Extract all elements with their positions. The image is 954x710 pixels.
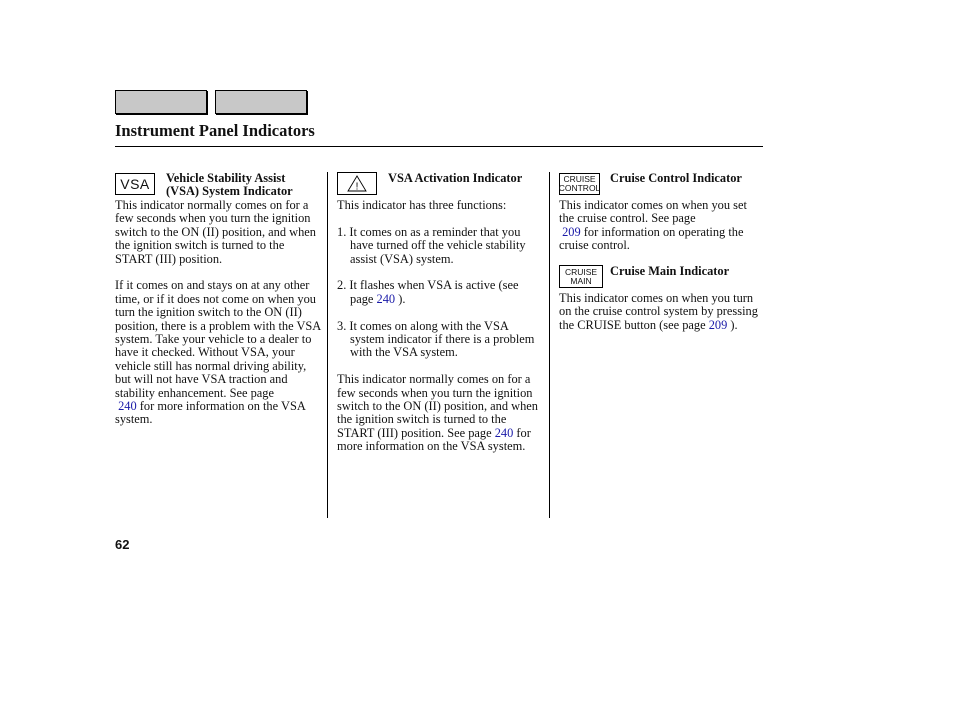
column-divider-2: [549, 172, 550, 518]
vsa-body-p2: [115, 279, 321, 426]
vsa-body-p2-after: for more information on the VSA system.: [115, 399, 306, 427]
title-rule: [115, 146, 763, 147]
vsa-activation-icon: [337, 172, 377, 195]
note-after: for more information on the VSA system.: [337, 425, 531, 454]
warning-exclamation: !: [355, 181, 359, 193]
vsa-activation-item-3: 3. It comes on along with the VSA system indicator if there is a problem with the VSA system.: [337, 318, 535, 360]
vsa-heading-line2: (VSA) System Indicator: [166, 184, 293, 199]
page-number: 62: [115, 537, 130, 552]
main-icon-line1: CRUISE: [564, 266, 598, 277]
cruise-main-heading: Cruise Main Indicator: [610, 264, 730, 278]
vsa-system-heading: [166, 172, 326, 199]
vsa-activation-note: [337, 373, 543, 453]
page-link-240[interactable]: 240: [494, 425, 514, 440]
cruise-p-after: for information on operating the cruise control.: [559, 224, 744, 253]
vsa-body-p1: This indicator normally comes on for a few seconds when you turn the ignition switch to the ON (II) position, and when the ignition switch is turned to the START (III) position.: [115, 198, 316, 266]
nav-tab-2[interactable]: [215, 90, 307, 114]
item2-text: 2. It flashes when VSA is active (see page: [337, 278, 519, 306]
cruise-main-icon: [559, 265, 603, 288]
cruise-p-text: This indicator comes on when you set the cruise control. See page: [559, 198, 747, 226]
vsa-activation-item-2: [337, 279, 543, 306]
vsa-indicator-icon: VSA: [115, 173, 155, 195]
page-title: Instrument Panel Indicators: [115, 121, 315, 140]
vsa-body-p2-text: If it comes on and stays on at any other time, or if it does not come on when you turn the ignition switch to the ON (II) position, there is a problem with the VSA system. Take your vehicle to a dealer to have it checked. Without VSA, your vehicle still has normal driving ability, but will not have VSA traction and stability enhancement. See page: [115, 278, 321, 400]
page-link-240[interactable]: 240: [376, 291, 396, 306]
main-icon-line2: MAIN: [570, 275, 592, 286]
main-p-text: This indicator comes on when you turn on the cruise control system by pressing the CRUISE button (see page: [559, 291, 758, 332]
nav-tab-1[interactable]: [115, 90, 207, 114]
cruise-main-p: [559, 292, 763, 332]
vsa-activation-intro: This indicator has three functions:: [337, 198, 507, 212]
vsa-system-body: [115, 199, 321, 427]
vsa-heading-line1: Vehicle Stability Assist: [166, 171, 286, 185]
warning-triangle-icon: [338, 173, 376, 194]
vsa-activation-heading: VSA Activation Indicator: [388, 171, 523, 185]
main-p-after: ).: [727, 317, 738, 332]
page-link-209[interactable]: 209: [708, 317, 728, 332]
cruise-control-p: [559, 199, 763, 253]
cruise-icon-line1: CRUISE: [563, 174, 596, 184]
note-text: This indicator normally comes on for a few seconds when you turn the ignition switch to the ON (II) position, and when the ignition switch is turned to the START (III) position. See page: [337, 372, 538, 440]
cruise-control-body: [559, 199, 763, 253]
cruise-main-body: [559, 292, 763, 332]
vsa-activation-body: [337, 199, 543, 454]
vsa-activation-item-1: 1. It comes on as a reminder that you have turned off the vehicle stability assist (VSA) system.: [337, 224, 526, 266]
column-divider-1: [327, 172, 328, 518]
page-link-209[interactable]: 209: [562, 224, 581, 239]
cruise-icon-line2: CONTROL: [558, 183, 601, 193]
cruise-control-icon: [559, 173, 600, 195]
page-link-240[interactable]: 240: [118, 399, 137, 414]
item2-after: ).: [395, 291, 406, 306]
cruise-control-heading: Cruise Control Indicator: [610, 171, 742, 185]
